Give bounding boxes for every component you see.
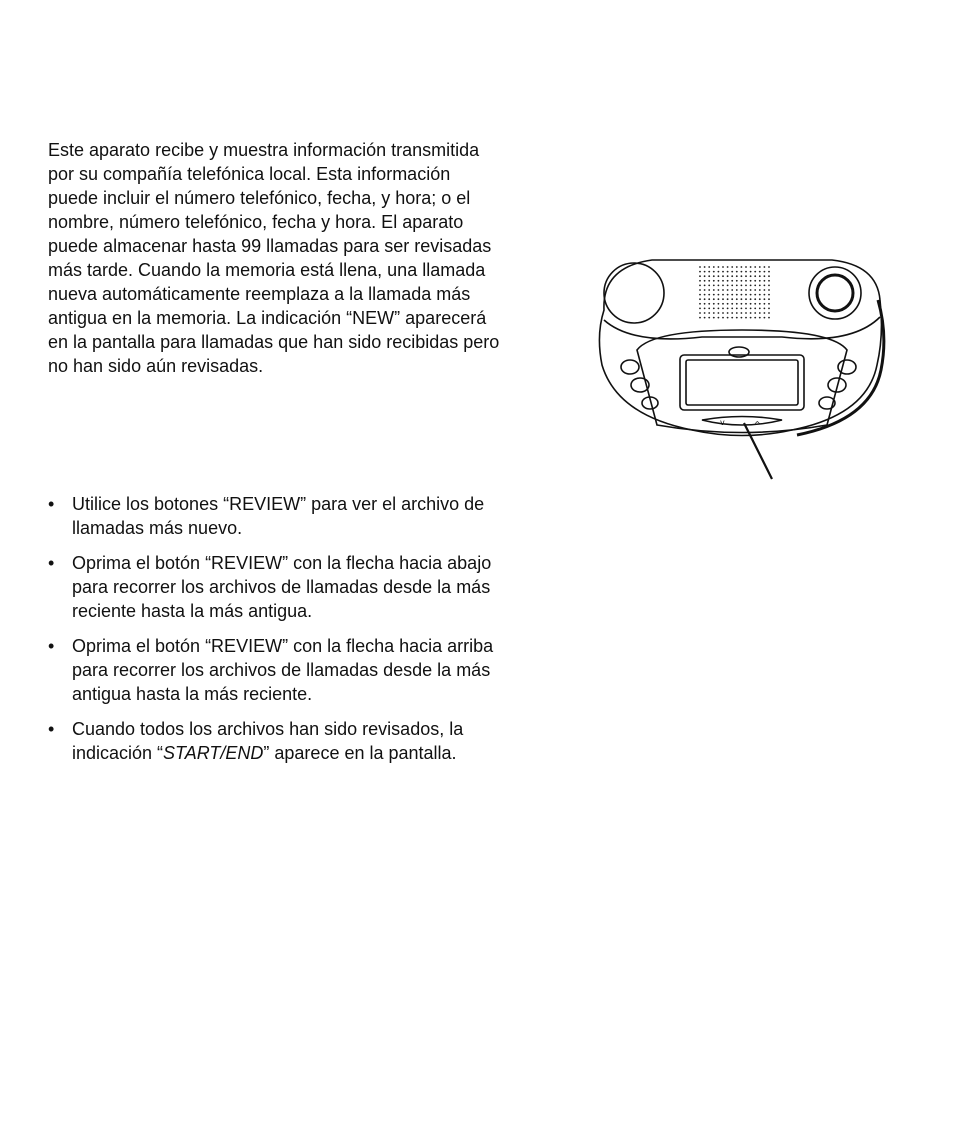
bullet-symbol: • <box>48 553 55 573</box>
grille-dot <box>731 298 733 300</box>
left-button-1 <box>621 360 639 374</box>
grille-dot <box>736 280 738 282</box>
grille-dot <box>750 303 752 305</box>
review-up-glyph: ^ <box>754 420 761 429</box>
grille-dot <box>713 289 715 291</box>
grille-dot <box>731 308 733 310</box>
grille-dot <box>704 266 706 268</box>
grille-dot <box>727 298 729 300</box>
intro-line: más tarde. Cuando la memoria está llena, una llamada <box>48 260 486 280</box>
bullet-line: antigua hasta la más reciente. <box>72 684 313 704</box>
grille-dot <box>764 298 766 300</box>
grille-dot <box>708 280 710 282</box>
grille-dot <box>727 312 729 314</box>
grille-dot <box>727 266 729 268</box>
grille-dot <box>759 280 761 282</box>
grille-dot <box>764 289 766 291</box>
grille-dot <box>708 317 710 319</box>
grille-dot <box>731 317 733 319</box>
grille-dot <box>727 271 729 273</box>
grille-dot <box>699 303 701 305</box>
bullet-symbol: • <box>48 494 55 514</box>
grille-dot <box>708 312 710 314</box>
grille-dot <box>736 266 738 268</box>
grille-dot <box>750 280 752 282</box>
grille-dot <box>704 285 706 287</box>
grille-dot <box>727 294 729 296</box>
bullet-line <box>72 741 588 765</box>
grille-dot <box>736 285 738 287</box>
grille-dot <box>708 294 710 296</box>
bullet-line: Oprima el botón “REVIEW” con la flecha hacia abajo <box>72 553 492 573</box>
grille-dot <box>704 294 706 296</box>
bullet-line: reciente hasta la más antigua. <box>72 601 313 621</box>
grille-dot <box>708 303 710 305</box>
grille-dot <box>750 298 752 300</box>
bullet-line: Utilice los botones “REVIEW” para ver el archivo de <box>72 494 485 514</box>
grille-dot <box>764 266 766 268</box>
grille-dot <box>754 266 756 268</box>
right-button-1 <box>838 360 856 374</box>
grille-dot <box>722 275 724 277</box>
grille-dot <box>768 298 770 300</box>
grille-dot <box>741 308 743 310</box>
grille-dot <box>750 271 752 273</box>
grille-dot <box>750 308 752 310</box>
bullet-line: llamadas más nuevo. <box>72 518 243 538</box>
list-item <box>48 634 588 706</box>
grille-dot <box>750 266 752 268</box>
grille-dot <box>699 285 701 287</box>
grille-dot <box>699 294 701 296</box>
grille-dot <box>736 298 738 300</box>
speaker-grille <box>699 266 770 318</box>
grille-dot <box>754 303 756 305</box>
grille-dot <box>759 271 761 273</box>
grille-dot <box>727 303 729 305</box>
grille-dot <box>708 308 710 310</box>
list-item <box>48 551 588 623</box>
grille-dot <box>759 266 761 268</box>
grille-dot <box>750 294 752 296</box>
display-screen-inner <box>686 360 798 405</box>
grille-dot <box>741 266 743 268</box>
grille-dot <box>764 303 766 305</box>
grille-dot <box>741 312 743 314</box>
grille-dot <box>722 294 724 296</box>
grille-dot <box>722 285 724 287</box>
bullet-line: para recorrer los archivos de llamadas desde la más <box>72 577 491 597</box>
grille-dot <box>764 275 766 277</box>
grille-dot <box>759 303 761 305</box>
grille-dot <box>736 303 738 305</box>
grille-dot <box>727 289 729 291</box>
grille-dot <box>768 271 770 273</box>
grille-dot <box>704 303 706 305</box>
grille-dot <box>754 312 756 314</box>
grille-dot <box>768 294 770 296</box>
grille-dot <box>718 298 720 300</box>
device-shadow-edge <box>797 300 884 435</box>
grille-dot <box>704 317 706 319</box>
grille-dot <box>741 317 743 319</box>
grille-dot <box>731 275 733 277</box>
grille-dot <box>764 308 766 310</box>
grille-dot <box>708 285 710 287</box>
grille-dot <box>727 308 729 310</box>
grille-dot <box>745 285 747 287</box>
grille-dot <box>708 289 710 291</box>
intro-line: antigua en la memoria. La indicación “NEW” aparecerá <box>48 308 487 328</box>
bullet-line: Cuando todos los archivos han sido revisados, la <box>72 719 464 739</box>
grille-dot <box>731 289 733 291</box>
grille-dot <box>764 271 766 273</box>
grille-dot <box>741 280 743 282</box>
grille-dot <box>727 317 729 319</box>
grille-dot <box>704 275 706 277</box>
grille-dot <box>713 280 715 282</box>
grille-dot <box>759 285 761 287</box>
intro-line: por su compañía telefónica local. Esta información <box>48 164 451 184</box>
grille-dot <box>754 308 756 310</box>
grille-dot <box>699 317 701 319</box>
grille-dot <box>754 285 756 287</box>
grille-dot <box>718 266 720 268</box>
grille-dot <box>754 275 756 277</box>
grille-dot <box>754 280 756 282</box>
grille-dot <box>750 312 752 314</box>
list-item <box>48 492 588 540</box>
grille-dot <box>741 298 743 300</box>
grille-dot <box>713 303 715 305</box>
grille-dot <box>713 317 715 319</box>
grille-dot <box>759 308 761 310</box>
grille-dot <box>768 312 770 314</box>
grille-dot <box>736 294 738 296</box>
grille-dot <box>727 275 729 277</box>
grille-dot <box>754 271 756 273</box>
grille-dot <box>722 303 724 305</box>
grille-dot <box>741 271 743 273</box>
grille-dot <box>718 312 720 314</box>
grille-dot <box>768 275 770 277</box>
grille-dot <box>704 312 706 314</box>
grille-dot <box>741 294 743 296</box>
grille-dot <box>727 285 729 287</box>
grille-dot <box>704 271 706 273</box>
grille-dot <box>718 285 720 287</box>
grille-dot <box>745 317 747 319</box>
grille-dot <box>736 271 738 273</box>
grille-dot <box>741 303 743 305</box>
grille-dot <box>736 317 738 319</box>
grille-dot <box>731 280 733 282</box>
review-down-glyph: v <box>720 418 725 427</box>
intro-line: puede incluir el número telefónico, fecha, y hora; o el <box>48 188 471 208</box>
grille-dot <box>731 312 733 314</box>
grille-dot <box>768 289 770 291</box>
grille-dot <box>745 294 747 296</box>
grille-dot <box>699 280 701 282</box>
grille-dot <box>722 271 724 273</box>
grille-dot <box>718 317 720 319</box>
grille-dot <box>768 280 770 282</box>
grille-dot <box>718 275 720 277</box>
intro-line: nueva automáticamente reemplaza a la llamada más <box>48 284 471 304</box>
grille-dot <box>768 266 770 268</box>
grille-dot <box>704 280 706 282</box>
grille-dot <box>754 317 756 319</box>
grille-dot <box>722 266 724 268</box>
grille-dot <box>722 289 724 291</box>
grille-dot <box>759 289 761 291</box>
grille-dot <box>699 298 701 300</box>
grille-dot <box>727 280 729 282</box>
grille-dot <box>699 308 701 310</box>
grille-dot <box>764 280 766 282</box>
intro-line: no han sido aún revisadas. <box>48 356 264 376</box>
grille-dot <box>741 289 743 291</box>
bullet-symbol: • <box>48 719 55 739</box>
grille-dot <box>745 308 747 310</box>
bullet-text: indicación “ <box>72 743 164 763</box>
bullet-line: para recorrer los archivos de llamadas desde la más <box>72 660 491 680</box>
grille-dot <box>736 289 738 291</box>
grille-dot <box>768 285 770 287</box>
grille-dot <box>718 289 720 291</box>
grille-dot <box>713 312 715 314</box>
grille-dot <box>764 285 766 287</box>
grille-dot <box>722 280 724 282</box>
grille-dot <box>699 289 701 291</box>
grille-dot <box>736 312 738 314</box>
review-buttons <box>702 417 782 426</box>
grille-dot <box>754 298 756 300</box>
caller-id-device-illustration <box>592 255 892 485</box>
grille-dot <box>722 308 724 310</box>
start-end-indicator: START/END <box>163 743 264 763</box>
grille-dot <box>718 303 720 305</box>
grille-dot <box>764 294 766 296</box>
grille-dot <box>704 289 706 291</box>
grille-dot <box>722 312 724 314</box>
grille-dot <box>768 308 770 310</box>
grille-dot <box>741 285 743 287</box>
grille-dot <box>750 285 752 287</box>
bullet-text: ” aparece en la pantalla. <box>263 743 457 763</box>
grille-dot <box>764 317 766 319</box>
grille-dot <box>768 317 770 319</box>
grille-dot <box>759 275 761 277</box>
grille-dot <box>699 275 701 277</box>
grille-dot <box>731 266 733 268</box>
grille-dot <box>718 294 720 296</box>
grille-dot <box>713 266 715 268</box>
grille-dot <box>768 303 770 305</box>
list-item <box>48 717 588 765</box>
grille-dot <box>745 271 747 273</box>
grille-dot <box>713 271 715 273</box>
grille-dot <box>708 271 710 273</box>
display-screen <box>680 355 804 410</box>
grille-dot <box>764 312 766 314</box>
grille-dot <box>750 275 752 277</box>
intro-paragraph <box>48 138 588 378</box>
grille-dot <box>713 298 715 300</box>
grille-dot <box>759 317 761 319</box>
grille-dot <box>699 312 701 314</box>
grille-dot <box>731 285 733 287</box>
review-instructions-list <box>48 492 588 776</box>
grille-dot <box>731 271 733 273</box>
grille-dot <box>722 317 724 319</box>
grille-dot <box>718 308 720 310</box>
grille-dot <box>713 275 715 277</box>
grille-dot <box>736 308 738 310</box>
left-speaker <box>604 263 664 323</box>
grille-dot <box>750 317 752 319</box>
grille-dot <box>741 275 743 277</box>
grille-dot <box>745 280 747 282</box>
grille-dot <box>754 289 756 291</box>
grille-dot <box>704 298 706 300</box>
grille-dot <box>713 294 715 296</box>
grille-dot <box>731 303 733 305</box>
intro-line: puede almacenar hasta 99 llamadas para ser revisadas <box>48 236 492 256</box>
grille-dot <box>745 303 747 305</box>
grille-dot <box>708 275 710 277</box>
intro-line: Este aparato recibe y muestra información transmitida <box>48 140 480 160</box>
bullet-line: Oprima el botón “REVIEW” con la flecha hacia arriba <box>72 636 494 656</box>
grille-dot <box>745 289 747 291</box>
grille-dot <box>718 280 720 282</box>
grille-dot <box>750 289 752 291</box>
intro-line: en la pantalla para llamadas que han sido recibidas pero <box>48 332 500 352</box>
grille-dot <box>713 308 715 310</box>
grille-dot <box>745 275 747 277</box>
grille-dot <box>722 298 724 300</box>
grille-dot <box>713 285 715 287</box>
grille-dot <box>759 312 761 314</box>
grille-dot <box>699 271 701 273</box>
grille-dot <box>708 298 710 300</box>
grille-dot <box>718 271 720 273</box>
grille-dot <box>704 308 706 310</box>
grille-dot <box>731 294 733 296</box>
grille-dot <box>745 266 747 268</box>
bullet-symbol: • <box>48 636 55 656</box>
grille-dot <box>759 294 761 296</box>
intro-line: nombre, número telefónico, fecha y hora. El aparato <box>48 212 464 232</box>
grille-dot <box>745 298 747 300</box>
grille-dot <box>759 298 761 300</box>
grille-dot <box>754 294 756 296</box>
grille-dot <box>736 275 738 277</box>
right-knob-inner <box>817 275 853 311</box>
grille-dot <box>708 266 710 268</box>
grille-dot <box>699 266 701 268</box>
grille-dot <box>745 312 747 314</box>
